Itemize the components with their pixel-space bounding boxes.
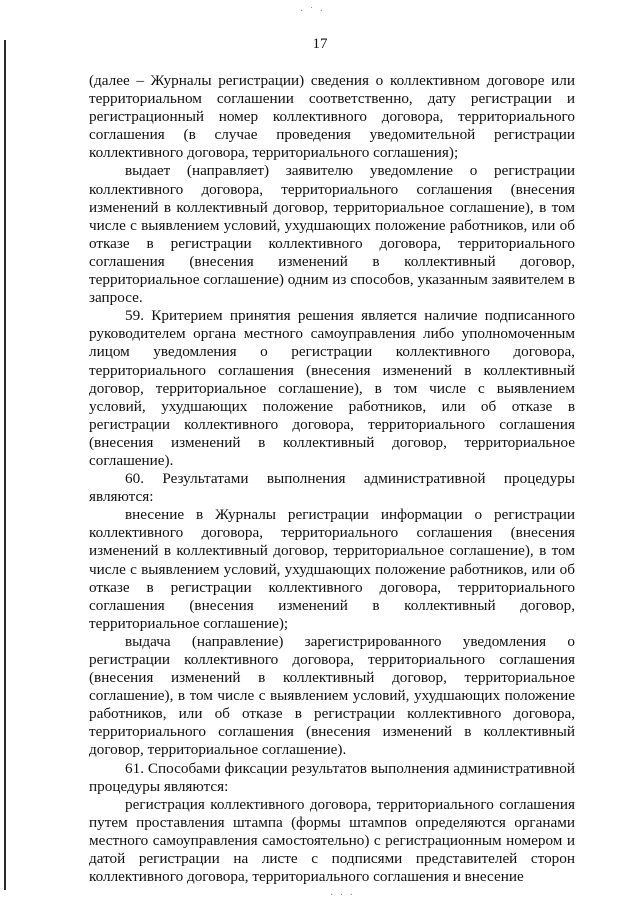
scan-edge-line — [4, 40, 6, 890]
paragraph: 59. Критерием принятия решения является наличие подписанного руководителем органа местного самоуправления либо уполномоченным лицом уведомления о регистрации коллективного договора, территориального соглашения (внесения изменений в коллективный договор, территориальное соглашение), в том числе с выявлением условий, ухудшающих положение работников, или об отказе в регистрации коллективного договора, территориального соглашения (внесения изменений в коллективный договор, территориальное соглашение). — [89, 307, 575, 469]
paragraph: 60. Результатами выполнения административной процедуры являются: — [89, 470, 575, 506]
paragraph: выдача (направление) зарегистрированного уведомления о регистрации коллективного договора, территориального соглашения (внесения изменений в коллективный договор, территориальное соглашение), в том числе с выявлением условий, ухудшающих положение работников, или об отказе в регистрации коллективного договора, территориального соглашения (внесения изменений в коллективный договор, территориальное соглашение). — [89, 632, 575, 759]
document-body — [89, 72, 575, 886]
page-number: 17 — [312, 36, 328, 52]
paragraph: (далее – Журналы регистрации) сведения о коллективном договоре или территориальном соглашении соответственно, дату регистрации и регистрационный номер коллективного договора, территориального соглашения (в случае проведения уведомительной регистрации коллективного договора, территориального соглашения); — [89, 72, 575, 162]
paragraph: внесение в Журналы регистрации информации о регистрации коллективного договора, территориального соглашения (внесения изменений в коллективный договор, территориальное соглашение), в том числе с выявлением условий, ухудшающих положение работников, или об отказе в регистрации коллективного договора, территориального соглашения (внесения изменений в коллективный договор, территориальное соглашение); — [89, 506, 575, 632]
paragraph: выдает (направляет) заявителю уведомление о регистрации коллективного договора, территориального соглашения (внесения изменений в коллективный договор, территориальное соглашение), в том числе с выявлением условий, ухудшающих положение работников, или об отказе в регистрации коллективного договора, территориального соглашения (внесения изменений в коллективный договор, территориальное соглашение) одним из способов, указанным заявителем в запросе. — [89, 162, 575, 307]
paragraph: регистрация коллективного договора, территориального соглашения путем проставления штампа (формы штампов определяются органами местного самоуправления самостоятельно) с регистрационным номером и датой регистрации на листе с подписями представителей сторон коллективного договора, территориального соглашения и внесение — [89, 795, 575, 886]
scan-artifact: · ˙ · — [300, 6, 325, 17]
scan-artifact: · · · — [330, 890, 355, 901]
paragraph: 61. Способами фиксации результатов выполнения административной процедуры являются: — [89, 759, 575, 795]
